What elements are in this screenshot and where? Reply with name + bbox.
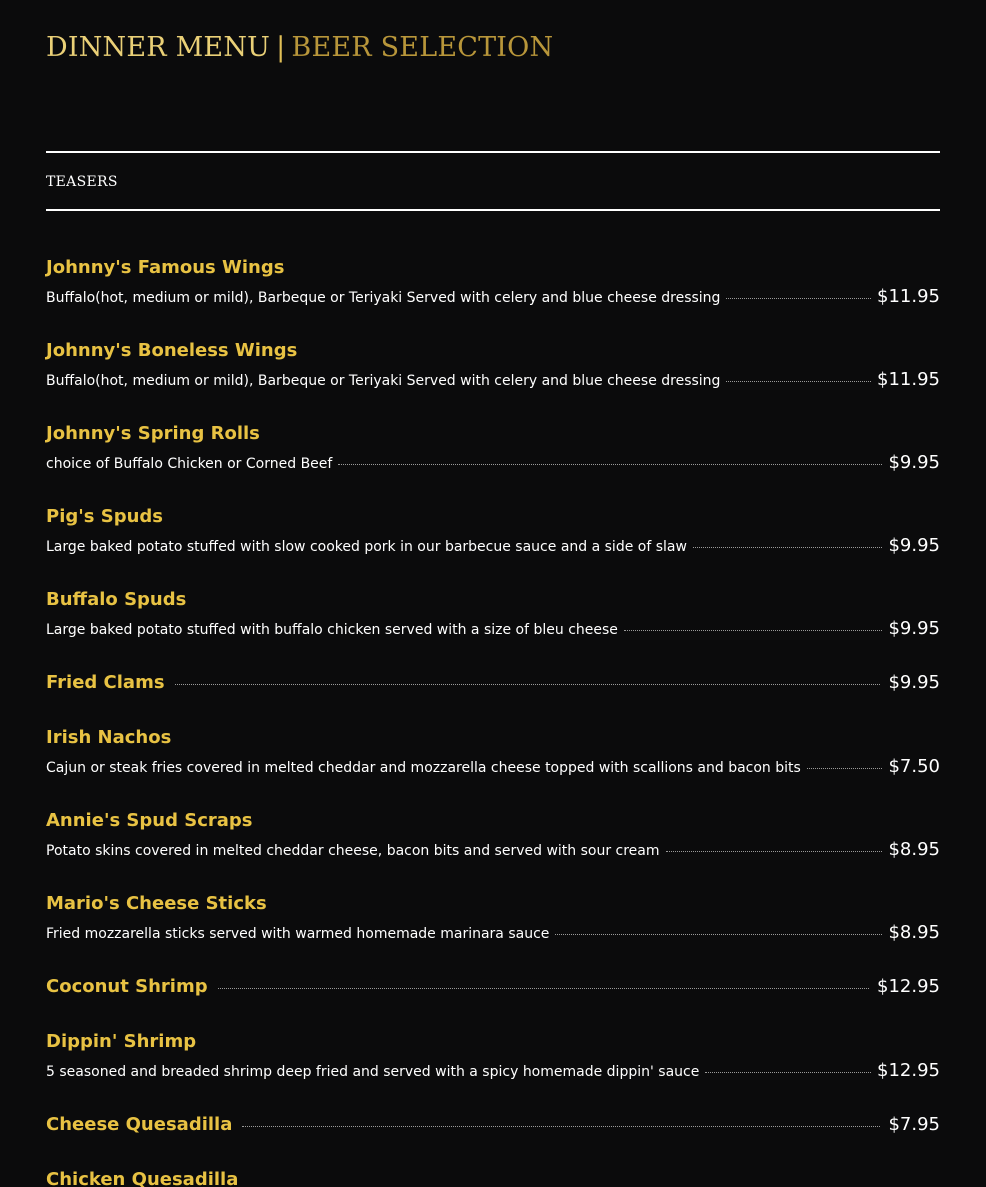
menu-item bbox=[46, 589, 940, 642]
menu-item-price: $12.95 bbox=[877, 976, 940, 997]
menu-item bbox=[46, 1114, 940, 1136]
menu-nav bbox=[46, 30, 553, 66]
nav-dinner-menu[interactable]: DINNER MENU bbox=[46, 32, 271, 63]
dotted-leader bbox=[555, 934, 882, 935]
menu-item-name: Pig's Spuds bbox=[46, 506, 163, 527]
dotted-leader bbox=[726, 298, 871, 299]
nav-beer-selection[interactable]: BEER SELECTION bbox=[291, 32, 554, 63]
menu-item bbox=[46, 506, 940, 559]
menu-item-description: Buffalo(hot, medium or mild), Barbeque or Teriyaki Served with celery and blue cheese dressing bbox=[46, 373, 721, 389]
menu-item-name: Johnny's Boneless Wings bbox=[46, 340, 298, 361]
menu-item-price: $8.95 bbox=[888, 922, 940, 943]
menu-item-name: Dippin' Shrimp bbox=[46, 1031, 197, 1052]
nav-divider: | bbox=[276, 32, 286, 63]
menu-item-price: $9.95 bbox=[888, 618, 940, 639]
menu-item bbox=[46, 257, 940, 310]
dotted-leader bbox=[624, 630, 883, 631]
menu-item-price: $7.95 bbox=[888, 1114, 940, 1135]
menu-item-price: $11.95 bbox=[877, 369, 940, 390]
menu-item-description: Large baked potato stuffed with slow cooked pork in our barbecue sauce and a side of slaw bbox=[46, 539, 687, 555]
menu-item-name: Fried Clams bbox=[46, 672, 165, 693]
menu-item-name: Mario's Cheese Sticks bbox=[46, 893, 267, 914]
menu-item bbox=[46, 810, 940, 863]
menu-item-description: Cajun or steak fries covered in melted cheddar and mozzarella cheese topped with scallions and bacon bits bbox=[46, 760, 801, 776]
dotted-leader bbox=[666, 851, 883, 852]
menu-item bbox=[46, 340, 940, 393]
menu-item-price: $9.95 bbox=[888, 452, 940, 473]
menu-item-name: Cheese Quesadilla bbox=[46, 1114, 233, 1135]
menu-item-name: Annie's Spud Scraps bbox=[46, 810, 253, 831]
menu-item-name: Irish Nachos bbox=[46, 727, 172, 748]
menu-item-detail-row bbox=[46, 452, 940, 476]
menu-item bbox=[46, 727, 940, 780]
menu-item-detail-row bbox=[46, 286, 940, 310]
dotted-leader bbox=[693, 547, 883, 548]
dotted-leader bbox=[338, 464, 882, 465]
menu-item bbox=[46, 1031, 940, 1084]
menu-item-name: Johnny's Spring Rolls bbox=[46, 423, 260, 444]
menu-item-description: Buffalo(hot, medium or mild), Barbeque or Teriyaki Served with celery and blue cheese dressing bbox=[46, 290, 721, 306]
menu-item-price: $8.95 bbox=[888, 839, 940, 860]
menu-item-row bbox=[46, 1114, 940, 1136]
menu-item-description: Potato skins covered in melted cheddar cheese, bacon bits and served with sour cream bbox=[46, 843, 660, 859]
menu-item-detail-row bbox=[46, 618, 940, 642]
menu-item-row bbox=[46, 672, 940, 694]
menu-item bbox=[46, 976, 940, 998]
menu-item-price: $9.95 bbox=[888, 672, 940, 693]
dotted-leader bbox=[242, 1126, 880, 1127]
dotted-leader bbox=[807, 768, 883, 769]
menu-item-name: Coconut Shrimp bbox=[46, 976, 208, 997]
menu-item-detail-row bbox=[46, 756, 940, 780]
menu-item-price: $12.95 bbox=[877, 1060, 940, 1081]
dotted-leader bbox=[175, 684, 881, 685]
menu-item-detail-row bbox=[46, 922, 940, 946]
menu-item-description: 5 seasoned and breaded shrimp deep fried and served with a spicy homemade dippin' sauce bbox=[46, 1064, 700, 1080]
menu-item-price: $11.95 bbox=[877, 286, 940, 307]
menu-item-description: choice of Buffalo Chicken or Corned Beef bbox=[46, 456, 333, 472]
menu-item bbox=[46, 1169, 940, 1187]
dotted-leader bbox=[705, 1072, 871, 1073]
menu-item-description: Fried mozzarella sticks served with warmed homemade marinara sauce bbox=[46, 926, 550, 942]
menu-item-detail-row bbox=[46, 369, 940, 393]
dotted-leader bbox=[726, 381, 871, 382]
menu-item-detail-row bbox=[46, 839, 940, 863]
menu-item-description: Large baked potato stuffed with buffalo chicken served with a size of bleu cheese bbox=[46, 622, 618, 638]
menu-item bbox=[46, 893, 940, 946]
menu-item bbox=[46, 672, 940, 694]
dotted-leader bbox=[218, 988, 869, 989]
menu-item-price: $7.50 bbox=[888, 756, 940, 777]
menu-item bbox=[46, 423, 940, 476]
menu-item-detail-row bbox=[46, 535, 940, 559]
menu-item-name: Chicken Quesadilla bbox=[46, 1169, 239, 1187]
menu-item-name: Johnny's Famous Wings bbox=[46, 257, 285, 278]
section-header bbox=[46, 151, 940, 211]
menu-item-name: Buffalo Spuds bbox=[46, 589, 187, 610]
menu-item-price: $9.95 bbox=[888, 535, 940, 556]
section-title: TEASERS bbox=[46, 174, 118, 190]
menu-item-detail-row bbox=[46, 1060, 940, 1084]
menu-item-row bbox=[46, 976, 940, 998]
